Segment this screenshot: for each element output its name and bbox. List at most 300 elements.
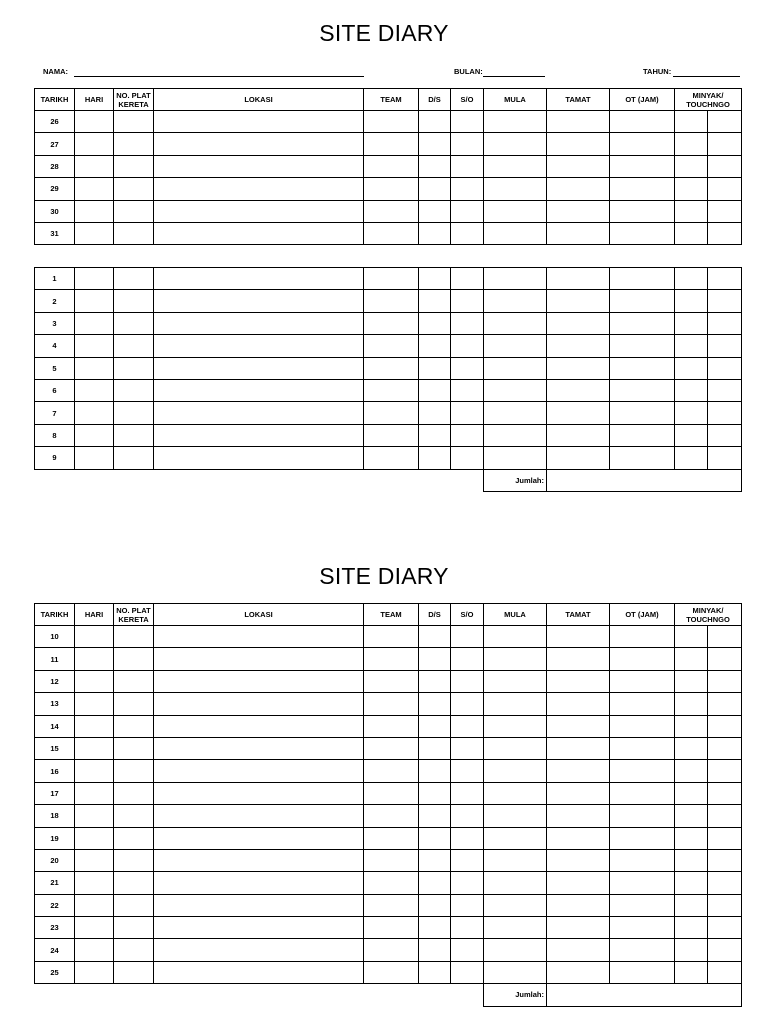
entry-cell[interactable] xyxy=(547,760,610,782)
entry-cell[interactable] xyxy=(708,111,742,133)
entry-cell[interactable] xyxy=(708,312,742,334)
entry-cell[interactable] xyxy=(154,715,364,737)
entry-cell[interactable] xyxy=(675,402,708,424)
entry-cell[interactable] xyxy=(451,447,484,469)
entry-cell[interactable] xyxy=(484,155,547,177)
entry-cell[interactable] xyxy=(364,782,419,804)
entry-cell[interactable] xyxy=(547,626,610,648)
entry-cell[interactable] xyxy=(364,447,419,469)
entry-cell[interactable] xyxy=(419,805,451,827)
entry-cell[interactable] xyxy=(154,917,364,939)
entry-cell[interactable] xyxy=(364,849,419,871)
entry-cell[interactable] xyxy=(547,827,610,849)
entry-cell[interactable] xyxy=(364,894,419,916)
entry-cell[interactable] xyxy=(484,290,547,312)
entry-cell[interactable] xyxy=(610,268,675,290)
entry-cell[interactable] xyxy=(364,335,419,357)
entry-cell[interactable] xyxy=(419,335,451,357)
entry-cell[interactable] xyxy=(154,335,364,357)
entry-cell[interactable] xyxy=(75,872,114,894)
entry-cell[interactable] xyxy=(154,782,364,804)
entry-cell[interactable] xyxy=(419,312,451,334)
entry-cell[interactable] xyxy=(154,200,364,222)
entry-cell[interactable] xyxy=(547,200,610,222)
entry-cell[interactable] xyxy=(675,155,708,177)
entry-cell[interactable] xyxy=(75,827,114,849)
entry-cell[interactable] xyxy=(675,200,708,222)
entry-cell[interactable] xyxy=(451,760,484,782)
entry-cell[interactable] xyxy=(708,737,742,759)
entry-cell[interactable] xyxy=(547,939,610,961)
entry-cell[interactable] xyxy=(419,357,451,379)
entry-cell[interactable] xyxy=(114,222,154,244)
entry-cell[interactable] xyxy=(154,827,364,849)
entry-cell[interactable] xyxy=(547,447,610,469)
entry-cell[interactable] xyxy=(154,424,364,446)
entry-cell[interactable] xyxy=(547,379,610,401)
entry-cell[interactable] xyxy=(484,379,547,401)
entry-cell[interactable] xyxy=(484,894,547,916)
entry-cell[interactable] xyxy=(364,872,419,894)
entry-cell[interactable] xyxy=(451,268,484,290)
entry-cell[interactable] xyxy=(547,961,610,983)
entry-cell[interactable] xyxy=(484,222,547,244)
entry-cell[interactable] xyxy=(364,917,419,939)
entry-cell[interactable] xyxy=(75,133,114,155)
entry-cell[interactable] xyxy=(114,782,154,804)
entry-cell[interactable] xyxy=(708,424,742,446)
entry-cell[interactable] xyxy=(708,222,742,244)
entry-cell[interactable] xyxy=(419,737,451,759)
entry-cell[interactable] xyxy=(114,200,154,222)
entry-cell[interactable] xyxy=(419,379,451,401)
entry-cell[interactable] xyxy=(547,670,610,692)
entry-cell[interactable] xyxy=(114,424,154,446)
entry-cell[interactable] xyxy=(484,133,547,155)
entry-cell[interactable] xyxy=(675,222,708,244)
entry-cell[interactable] xyxy=(154,268,364,290)
entry-cell[interactable] xyxy=(75,917,114,939)
entry-cell[interactable] xyxy=(364,737,419,759)
entry-cell[interactable] xyxy=(419,626,451,648)
entry-cell[interactable] xyxy=(154,737,364,759)
entry-cell[interactable] xyxy=(708,805,742,827)
entry-cell[interactable] xyxy=(675,268,708,290)
entry-cell[interactable] xyxy=(451,111,484,133)
entry-cell[interactable] xyxy=(675,805,708,827)
entry-cell[interactable] xyxy=(484,648,547,670)
entry-cell[interactable] xyxy=(610,626,675,648)
entry-cell[interactable] xyxy=(547,111,610,133)
entry-cell[interactable] xyxy=(154,961,364,983)
entry-cell[interactable] xyxy=(610,872,675,894)
entry-cell[interactable] xyxy=(484,357,547,379)
nama-field[interactable] xyxy=(74,76,364,77)
entry-cell[interactable] xyxy=(419,715,451,737)
entry-cell[interactable] xyxy=(364,268,419,290)
entry-cell[interactable] xyxy=(114,268,154,290)
entry-cell[interactable] xyxy=(114,312,154,334)
entry-cell[interactable] xyxy=(451,178,484,200)
entry-cell[interactable] xyxy=(451,670,484,692)
entry-cell[interactable] xyxy=(364,827,419,849)
entry-cell[interactable] xyxy=(419,894,451,916)
entry-cell[interactable] xyxy=(547,268,610,290)
entry-cell[interactable] xyxy=(484,782,547,804)
entry-cell[interactable] xyxy=(75,782,114,804)
entry-cell[interactable] xyxy=(484,849,547,871)
entry-cell[interactable] xyxy=(75,626,114,648)
entry-cell[interactable] xyxy=(75,290,114,312)
entry-cell[interactable] xyxy=(708,872,742,894)
entry-cell[interactable] xyxy=(675,939,708,961)
entry-cell[interactable] xyxy=(484,200,547,222)
entry-cell[interactable] xyxy=(484,737,547,759)
entry-cell[interactable] xyxy=(610,894,675,916)
entry-cell[interactable] xyxy=(154,939,364,961)
entry-cell[interactable] xyxy=(451,715,484,737)
entry-cell[interactable] xyxy=(675,693,708,715)
entry-cell[interactable] xyxy=(484,939,547,961)
entry-cell[interactable] xyxy=(484,424,547,446)
entry-cell[interactable] xyxy=(675,290,708,312)
entry-cell[interactable] xyxy=(547,715,610,737)
entry-cell[interactable] xyxy=(75,939,114,961)
entry-cell[interactable] xyxy=(610,200,675,222)
entry-cell[interactable] xyxy=(154,178,364,200)
entry-cell[interactable] xyxy=(610,715,675,737)
entry-cell[interactable] xyxy=(75,111,114,133)
entry-cell[interactable] xyxy=(364,222,419,244)
entry-cell[interactable] xyxy=(451,424,484,446)
entry-cell[interactable] xyxy=(610,805,675,827)
entry-cell[interactable] xyxy=(75,155,114,177)
entry-cell[interactable] xyxy=(75,648,114,670)
entry-cell[interactable] xyxy=(451,222,484,244)
entry-cell[interactable] xyxy=(484,670,547,692)
entry-cell[interactable] xyxy=(114,872,154,894)
entry-cell[interactable] xyxy=(364,760,419,782)
bulan-field[interactable] xyxy=(483,76,545,77)
entry-cell[interactable] xyxy=(610,670,675,692)
entry-cell[interactable] xyxy=(610,133,675,155)
entry-cell[interactable] xyxy=(484,872,547,894)
entry-cell[interactable] xyxy=(484,268,547,290)
entry-cell[interactable] xyxy=(708,133,742,155)
entry-cell[interactable] xyxy=(708,782,742,804)
entry-cell[interactable] xyxy=(547,357,610,379)
entry-cell[interactable] xyxy=(75,447,114,469)
entry-cell[interactable] xyxy=(75,312,114,334)
entry-cell[interactable] xyxy=(419,178,451,200)
entry-cell[interactable] xyxy=(419,200,451,222)
entry-cell[interactable] xyxy=(484,402,547,424)
entry-cell[interactable] xyxy=(75,961,114,983)
entry-cell[interactable] xyxy=(451,782,484,804)
entry-cell[interactable] xyxy=(419,939,451,961)
entry-cell[interactable] xyxy=(547,648,610,670)
entry-cell[interactable] xyxy=(75,268,114,290)
entry-cell[interactable] xyxy=(484,961,547,983)
entry-cell[interactable] xyxy=(484,447,547,469)
entry-cell[interactable] xyxy=(364,402,419,424)
entry-cell[interactable] xyxy=(154,693,364,715)
entry-cell[interactable] xyxy=(708,626,742,648)
entry-cell[interactable] xyxy=(484,917,547,939)
entry-cell[interactable] xyxy=(610,737,675,759)
entry-cell[interactable] xyxy=(675,715,708,737)
entry-cell[interactable] xyxy=(419,290,451,312)
entry-cell[interactable] xyxy=(154,849,364,871)
entry-cell[interactable] xyxy=(364,670,419,692)
entry-cell[interactable] xyxy=(708,648,742,670)
entry-cell[interactable] xyxy=(610,782,675,804)
entry-cell[interactable] xyxy=(451,312,484,334)
entry-cell[interactable] xyxy=(114,760,154,782)
entry-cell[interactable] xyxy=(154,290,364,312)
entry-cell[interactable] xyxy=(708,693,742,715)
entry-cell[interactable] xyxy=(547,424,610,446)
entry-cell[interactable] xyxy=(75,357,114,379)
entry-cell[interactable] xyxy=(114,670,154,692)
entry-cell[interactable] xyxy=(675,737,708,759)
entry-cell[interactable] xyxy=(484,312,547,334)
entry-cell[interactable] xyxy=(547,312,610,334)
entry-cell[interactable] xyxy=(610,961,675,983)
entry-cell[interactable] xyxy=(547,402,610,424)
entry-cell[interactable] xyxy=(675,111,708,133)
entry-cell[interactable] xyxy=(451,872,484,894)
entry-cell[interactable] xyxy=(675,379,708,401)
entry-cell[interactable] xyxy=(451,379,484,401)
entry-cell[interactable] xyxy=(364,626,419,648)
entry-cell[interactable] xyxy=(419,111,451,133)
entry-cell[interactable] xyxy=(154,648,364,670)
entry-cell[interactable] xyxy=(547,155,610,177)
entry-cell[interactable] xyxy=(114,402,154,424)
entry-cell[interactable] xyxy=(364,379,419,401)
entry-cell[interactable] xyxy=(675,357,708,379)
entry-cell[interactable] xyxy=(451,917,484,939)
entry-cell[interactable] xyxy=(675,782,708,804)
entry-cell[interactable] xyxy=(610,693,675,715)
entry-cell[interactable] xyxy=(675,178,708,200)
entry-cell[interactable] xyxy=(675,626,708,648)
entry-cell[interactable] xyxy=(154,894,364,916)
entry-cell[interactable] xyxy=(114,447,154,469)
entry-cell[interactable] xyxy=(419,760,451,782)
entry-cell[interactable] xyxy=(114,849,154,871)
entry-cell[interactable] xyxy=(114,357,154,379)
entry-cell[interactable] xyxy=(154,133,364,155)
entry-cell[interactable] xyxy=(708,447,742,469)
entry-cell[interactable] xyxy=(114,178,154,200)
entry-cell[interactable] xyxy=(154,312,364,334)
entry-cell[interactable] xyxy=(708,670,742,692)
entry-cell[interactable] xyxy=(114,737,154,759)
entry-cell[interactable] xyxy=(419,133,451,155)
entry-cell[interactable] xyxy=(547,335,610,357)
entry-cell[interactable] xyxy=(547,894,610,916)
entry-cell[interactable] xyxy=(547,737,610,759)
entry-cell[interactable] xyxy=(708,335,742,357)
entry-cell[interactable] xyxy=(154,402,364,424)
jumlah-field[interactable] xyxy=(547,984,742,1006)
entry-cell[interactable] xyxy=(419,155,451,177)
entry-cell[interactable] xyxy=(114,155,154,177)
entry-cell[interactable] xyxy=(114,894,154,916)
entry-cell[interactable] xyxy=(675,312,708,334)
entry-cell[interactable] xyxy=(451,626,484,648)
entry-cell[interactable] xyxy=(154,626,364,648)
entry-cell[interactable] xyxy=(114,917,154,939)
entry-cell[interactable] xyxy=(114,827,154,849)
entry-cell[interactable] xyxy=(610,178,675,200)
entry-cell[interactable] xyxy=(547,872,610,894)
entry-cell[interactable] xyxy=(114,961,154,983)
entry-cell[interactable] xyxy=(154,222,364,244)
entry-cell[interactable] xyxy=(364,939,419,961)
entry-cell[interactable] xyxy=(75,737,114,759)
entry-cell[interactable] xyxy=(451,805,484,827)
entry-cell[interactable] xyxy=(419,693,451,715)
entry-cell[interactable] xyxy=(708,939,742,961)
entry-cell[interactable] xyxy=(675,894,708,916)
entry-cell[interactable] xyxy=(708,268,742,290)
entry-cell[interactable] xyxy=(75,760,114,782)
entry-cell[interactable] xyxy=(675,760,708,782)
entry-cell[interactable] xyxy=(675,872,708,894)
entry-cell[interactable] xyxy=(75,379,114,401)
entry-cell[interactable] xyxy=(75,849,114,871)
entry-cell[interactable] xyxy=(75,894,114,916)
entry-cell[interactable] xyxy=(708,155,742,177)
entry-cell[interactable] xyxy=(75,222,114,244)
entry-cell[interactable] xyxy=(364,961,419,983)
entry-cell[interactable] xyxy=(708,357,742,379)
entry-cell[interactable] xyxy=(675,917,708,939)
entry-cell[interactable] xyxy=(675,961,708,983)
entry-cell[interactable] xyxy=(451,335,484,357)
entry-cell[interactable] xyxy=(154,760,364,782)
entry-cell[interactable] xyxy=(451,827,484,849)
tahun-field[interactable] xyxy=(673,76,740,77)
entry-cell[interactable] xyxy=(610,648,675,670)
entry-cell[interactable] xyxy=(708,894,742,916)
entry-cell[interactable] xyxy=(451,290,484,312)
entry-cell[interactable] xyxy=(364,805,419,827)
entry-cell[interactable] xyxy=(75,693,114,715)
entry-cell[interactable] xyxy=(675,648,708,670)
entry-cell[interactable] xyxy=(451,894,484,916)
entry-cell[interactable] xyxy=(610,379,675,401)
entry-cell[interactable] xyxy=(675,424,708,446)
entry-cell[interactable] xyxy=(610,222,675,244)
entry-cell[interactable] xyxy=(114,648,154,670)
entry-cell[interactable] xyxy=(75,805,114,827)
entry-cell[interactable] xyxy=(451,939,484,961)
entry-cell[interactable] xyxy=(154,155,364,177)
entry-cell[interactable] xyxy=(451,155,484,177)
entry-cell[interactable] xyxy=(419,447,451,469)
entry-cell[interactable] xyxy=(708,290,742,312)
entry-cell[interactable] xyxy=(547,222,610,244)
entry-cell[interactable] xyxy=(708,849,742,871)
entry-cell[interactable] xyxy=(114,693,154,715)
entry-cell[interactable] xyxy=(610,447,675,469)
entry-cell[interactable] xyxy=(610,357,675,379)
entry-cell[interactable] xyxy=(419,961,451,983)
entry-cell[interactable] xyxy=(114,379,154,401)
entry-cell[interactable] xyxy=(451,693,484,715)
entry-cell[interactable] xyxy=(547,133,610,155)
entry-cell[interactable] xyxy=(419,402,451,424)
entry-cell[interactable] xyxy=(610,424,675,446)
entry-cell[interactable] xyxy=(451,648,484,670)
entry-cell[interactable] xyxy=(364,111,419,133)
entry-cell[interactable] xyxy=(547,917,610,939)
entry-cell[interactable] xyxy=(364,290,419,312)
entry-cell[interactable] xyxy=(75,670,114,692)
entry-cell[interactable] xyxy=(114,335,154,357)
jumlah-field[interactable] xyxy=(547,469,742,491)
entry-cell[interactable] xyxy=(547,178,610,200)
entry-cell[interactable] xyxy=(708,917,742,939)
entry-cell[interactable] xyxy=(154,379,364,401)
entry-cell[interactable] xyxy=(610,290,675,312)
entry-cell[interactable] xyxy=(114,939,154,961)
entry-cell[interactable] xyxy=(75,178,114,200)
entry-cell[interactable] xyxy=(484,693,547,715)
entry-cell[interactable] xyxy=(75,200,114,222)
entry-cell[interactable] xyxy=(484,335,547,357)
entry-cell[interactable] xyxy=(154,357,364,379)
entry-cell[interactable] xyxy=(419,827,451,849)
entry-cell[interactable] xyxy=(451,737,484,759)
entry-cell[interactable] xyxy=(675,133,708,155)
entry-cell[interactable] xyxy=(364,155,419,177)
entry-cell[interactable] xyxy=(75,424,114,446)
entry-cell[interactable] xyxy=(675,670,708,692)
entry-cell[interactable] xyxy=(547,805,610,827)
entry-cell[interactable] xyxy=(364,133,419,155)
entry-cell[interactable] xyxy=(484,715,547,737)
entry-cell[interactable] xyxy=(419,222,451,244)
entry-cell[interactable] xyxy=(484,111,547,133)
entry-cell[interactable] xyxy=(610,917,675,939)
entry-cell[interactable] xyxy=(419,917,451,939)
entry-cell[interactable] xyxy=(419,268,451,290)
entry-cell[interactable] xyxy=(675,335,708,357)
entry-cell[interactable] xyxy=(364,424,419,446)
entry-cell[interactable] xyxy=(419,648,451,670)
entry-cell[interactable] xyxy=(114,626,154,648)
entry-cell[interactable] xyxy=(154,805,364,827)
entry-cell[interactable] xyxy=(547,782,610,804)
entry-cell[interactable] xyxy=(484,827,547,849)
entry-cell[interactable] xyxy=(610,155,675,177)
entry-cell[interactable] xyxy=(451,200,484,222)
entry-cell[interactable] xyxy=(610,335,675,357)
entry-cell[interactable] xyxy=(154,111,364,133)
entry-cell[interactable] xyxy=(451,402,484,424)
entry-cell[interactable] xyxy=(154,872,364,894)
entry-cell[interactable] xyxy=(364,648,419,670)
entry-cell[interactable] xyxy=(610,827,675,849)
entry-cell[interactable] xyxy=(484,626,547,648)
entry-cell[interactable] xyxy=(708,827,742,849)
entry-cell[interactable] xyxy=(708,200,742,222)
